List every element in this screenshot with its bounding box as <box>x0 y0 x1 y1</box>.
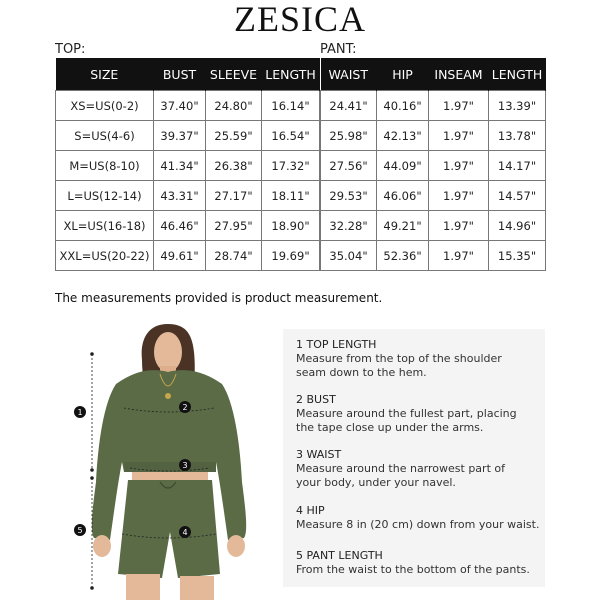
table-cell: 1.97" <box>429 211 489 241</box>
table-cell: 26.38" <box>206 151 262 181</box>
table-cell: 17.32" <box>262 151 320 181</box>
table-cell: 19.69" <box>262 241 320 271</box>
instruction-line: your body, under your navel. <box>296 476 456 489</box>
top-header-size: SIZE <box>56 58 154 91</box>
table-cell: XL=US(16-18) <box>56 211 154 241</box>
instruction-line: Measure around the narrowest part of <box>296 462 505 475</box>
top-header-bust: BUST <box>154 58 206 91</box>
table-cell: S=US(4-6) <box>56 121 154 151</box>
marker-3-label: 3 <box>182 461 188 470</box>
table-cell: 18.11" <box>262 181 320 211</box>
model-shorts <box>118 480 220 578</box>
table-row <box>56 151 320 181</box>
instruction-line: Measure around the fullest part, placing <box>296 407 517 420</box>
table-cell: 49.61" <box>154 241 206 271</box>
table-cell: M=US(8-10) <box>56 151 154 181</box>
pant-header-inseam: INSEAM <box>429 58 489 91</box>
pant-header-row <box>321 58 546 91</box>
top-header-length: LENGTH <box>262 58 320 91</box>
instruction-line: Measure from the top of the shoulder <box>296 352 502 365</box>
table-cell: 32.28" <box>321 211 377 241</box>
table-cell: 28.74" <box>206 241 262 271</box>
marker-1 <box>74 406 86 418</box>
instruction-pant-length <box>296 549 530 577</box>
table-row <box>56 121 320 151</box>
instruction-title: 2 BUST <box>296 393 336 406</box>
table-cell: 40.16" <box>377 91 429 121</box>
table-cell: 42.13" <box>377 121 429 151</box>
instruction-line: seam down to the hem. <box>296 366 427 379</box>
pant-section-label: PANT: <box>320 42 357 57</box>
top-section-label: TOP: <box>55 42 86 57</box>
marker-4 <box>179 526 191 538</box>
table-row <box>56 181 320 211</box>
table-cell: 13.78" <box>489 121 546 151</box>
instruction-line: the tape close up under the arms. <box>296 421 484 434</box>
table-cell: 25.98" <box>321 121 377 151</box>
table-row <box>321 241 546 271</box>
table-cell: 24.41" <box>321 91 377 121</box>
table-cell: 15.35" <box>489 241 546 271</box>
table-cell: 37.40" <box>154 91 206 121</box>
measurement-note: The measurements provided is product measurement. <box>55 291 383 305</box>
table-cell: 1.97" <box>429 181 489 211</box>
table-cell: 27.95" <box>206 211 262 241</box>
table-row <box>321 121 546 151</box>
instruction-title: 3 WAIST <box>296 448 342 461</box>
table-cell: 25.59" <box>206 121 262 151</box>
marker-1-label: 1 <box>77 408 83 417</box>
table-cell: 27.56" <box>321 151 377 181</box>
table-cell: L=US(12-14) <box>56 181 154 211</box>
table-row <box>321 181 546 211</box>
instruction-hip <box>296 504 539 532</box>
pant-header-length: LENGTH <box>489 58 546 91</box>
model-leg-left <box>126 574 160 600</box>
table-row <box>321 211 546 241</box>
table-cell: 18.90" <box>262 211 320 241</box>
pant-header-waist: WAIST <box>321 58 377 91</box>
table-cell: 14.57" <box>489 181 546 211</box>
table-cell: 49.21" <box>377 211 429 241</box>
table-cell: 16.14" <box>262 91 320 121</box>
table-cell: 27.17" <box>206 181 262 211</box>
marker-5 <box>74 524 86 536</box>
instruction-top-length <box>296 338 502 380</box>
table-cell: 1.97" <box>429 91 489 121</box>
table-cell: 14.96" <box>489 211 546 241</box>
table-cell: XXL=US(20-22) <box>56 241 154 271</box>
table-cell: 16.54" <box>262 121 320 151</box>
top-header-row <box>56 58 320 91</box>
table-row <box>321 91 546 121</box>
pant-size-table <box>320 58 546 271</box>
model-hand-right <box>227 535 245 557</box>
table-cell: 41.34" <box>154 151 206 181</box>
pant-header-hip: HIP <box>377 58 429 91</box>
table-cell: 44.09" <box>377 151 429 181</box>
instruction-title: 4 HIP <box>296 504 325 517</box>
table-cell: 39.37" <box>154 121 206 151</box>
table-cell: 24.80" <box>206 91 262 121</box>
table-cell: XS=US(0-2) <box>56 91 154 121</box>
table-cell: 35.04" <box>321 241 377 271</box>
instruction-line: Measure 8 in (20 cm) down from your waist. <box>296 518 540 531</box>
table-row <box>56 241 320 271</box>
table-cell: 46.06" <box>377 181 429 211</box>
brand-logo: ZESICA <box>234 0 366 39</box>
table-row <box>56 211 320 241</box>
table-cell: 1.97" <box>429 151 489 181</box>
top-size-table <box>55 58 320 271</box>
table-cell: 29.53" <box>321 181 377 211</box>
table-cell: 1.97" <box>429 241 489 271</box>
marker-4-label: 4 <box>182 528 188 537</box>
instruction-title: 5 PANT LENGTH <box>296 549 383 562</box>
table-cell: 14.17" <box>489 151 546 181</box>
table-cell: 13.39" <box>489 91 546 121</box>
table-cell: 1.97" <box>429 121 489 151</box>
table-row <box>321 151 546 181</box>
top-header-sleeve: SLEEVE <box>206 58 262 91</box>
instruction-waist <box>296 448 505 490</box>
marker-5-label: 5 <box>77 526 83 535</box>
model-hand-left <box>93 535 111 557</box>
table-cell: 46.46" <box>154 211 206 241</box>
table-row <box>56 91 320 121</box>
marker-2-label: 2 <box>182 403 188 412</box>
table-cell: 43.31" <box>154 181 206 211</box>
model-photo <box>56 322 276 600</box>
model-leg-right <box>180 576 214 600</box>
instruction-title: 1 TOP LENGTH <box>296 338 377 351</box>
necklace-pendant <box>165 393 171 399</box>
table-cell: 52.36" <box>377 241 429 271</box>
instruction-line: From the waist to the bottom of the pants. <box>296 563 530 576</box>
marker-3 <box>179 459 191 471</box>
instruction-bust <box>296 393 517 435</box>
marker-2 <box>179 401 191 413</box>
